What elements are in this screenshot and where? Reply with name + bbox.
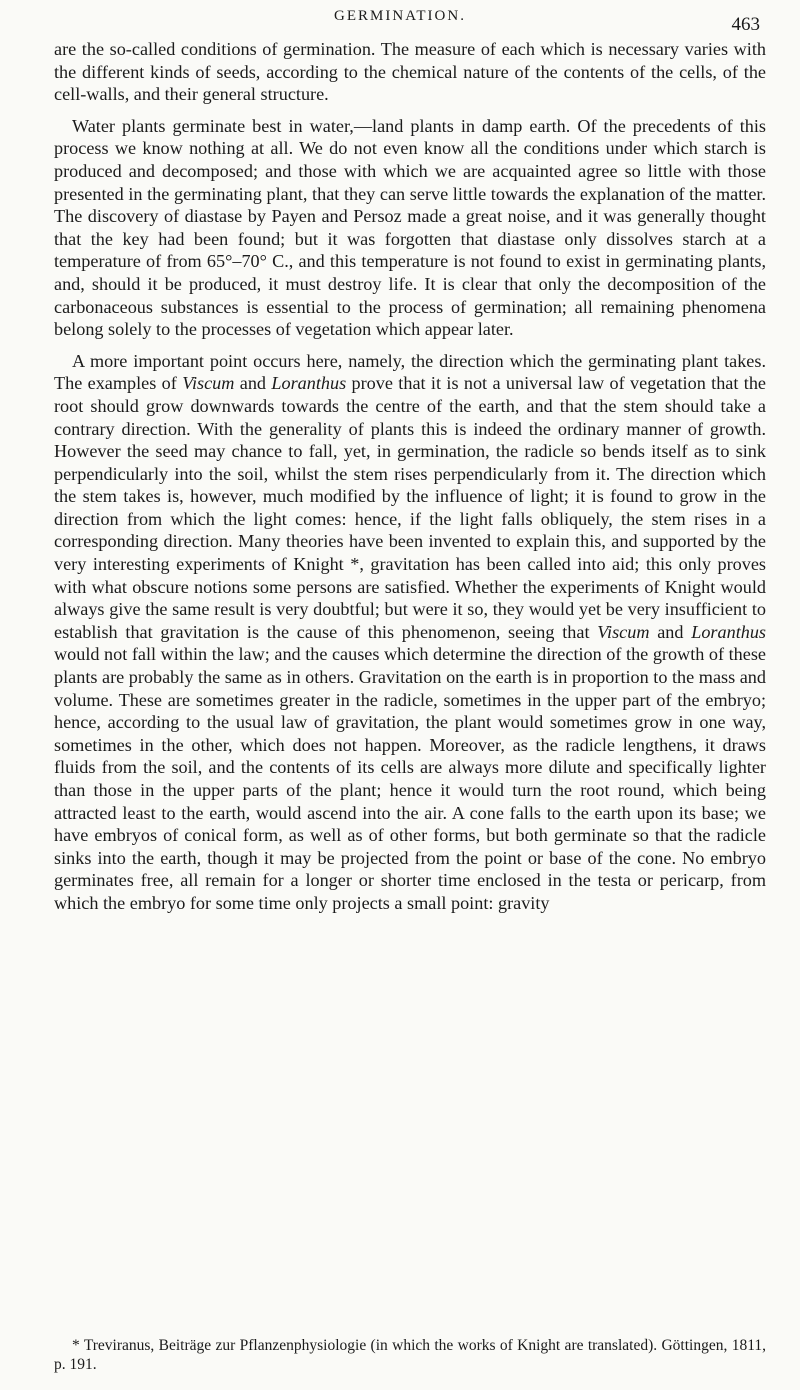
- page-number: 463: [731, 14, 760, 35]
- body-text: [54, 38, 766, 915]
- text-run: A more important point occurs here, namely, the direction which the germinating plant takes. The examples of: [54, 350, 766, 394]
- italic-term-viscum: Viscum: [182, 373, 235, 394]
- italic-term-loranthus: Loranthus: [691, 621, 767, 642]
- text-run: are the so-called conditions of germination. The measure of each which is necessary varies with the different kinds of seeds, according to the chemical nature of the contents of the cells, of the cell-walls, and their general structure.: [54, 39, 766, 105]
- page-header: [0, 8, 800, 35]
- paragraph-1: [54, 38, 766, 106]
- text-run: and: [649, 621, 692, 642]
- running-head: GERMINATION.: [334, 8, 466, 24]
- italic-term-loranthus: Loranthus: [271, 373, 347, 394]
- paragraph-3: [54, 350, 766, 915]
- footnote: * Treviranus, Beiträge zur Pflanzenphysiologie (in which the works of Knight are translated). Göttingen, 1811, p. 191.: [54, 1337, 766, 1373]
- text-run: Water plants germinate best in water,—land plants in damp earth. Of the precedents of this process we know nothing at all. We do not even know all the conditions under which starch is produced and decomposed; and those with which we are acquainted agree so little with those presented in the germinating plant, that they can serve little towards the explanation of the matter. The discovery of diastase by Payen and Persoz made a great noise, and it was generally thought that the key had been found; but it was forgotten that diastase only dissolves starch at a temperature of from 65°–70° C., and this temperature is not found to exist in germinating plants, and, should it be produced, it must destroy life. It is clear that only the decomposition of the carbonaceous substances is essential to the process of germination; all remaining phenomena belong solely to the processes of vegetation which appear later.: [54, 115, 766, 340]
- text-run: would not fall within the law; and the causes which determine the direction of the growth of these plants are probably the same as in others. Gravitation on the earth is in proportion to the mass and volume. These are sometimes greater in the radicle, sometimes in the upper part of the embryo; hence, according to the usual law of gravitation, the plant would sometimes grow in one way, sometimes in the other, which does not happen. Moreover, as the radicle lengthens, it draws fluids from the soil, and the contents of its cells are always more dilute and specifically lighter than those in the upper parts of the plant; hence it would turn the root round, which being attracted least to the earth, would ascend into the air. A cone falls to the earth upon its base; we have embryos of conical form, as well as of other forms, but both germinate so that the radicle sinks into the earth, though it may be projected from the point or base of the cone. No embryo germinates free, all remain for a longer or shorter time enclosed in the testa or pericarp, from which the embryo for some time only projects a small point: gravity: [54, 644, 766, 913]
- paragraph-2: [54, 115, 766, 341]
- text-run: prove that it is not a universal law of vegetation that the root should grow downwards towards the centre of the earth, and that the stem should take a contrary direction. With the generality of plants this is indeed the ordinary manner of growth. However the seed may chance to fall, yet, in germination, the radicle so bends itself as to sink perpendicularly into the soil, whilst the stem rises perpendicularly from it. The direction which the stem takes is, however, much modified by the influence of light; it is found to grow in the direction from which the light comes: hence, if the light falls obliquely, the stem rises in a corresponding direction. Many theories have been invented to explain this, and supported by the very interesting experiments of Knight *, gravitation has been called into aid; this only proves with what obscure notions some persons are satisfied. Whether the experiments of Knight would always give the same result is very doubtful; but were it so, they would yet be very insufficient to establish that gravitation is the cause of this phenomenon, seeing that: [54, 373, 767, 642]
- italic-term-viscum: Viscum: [597, 621, 650, 642]
- text-run: and: [234, 373, 272, 394]
